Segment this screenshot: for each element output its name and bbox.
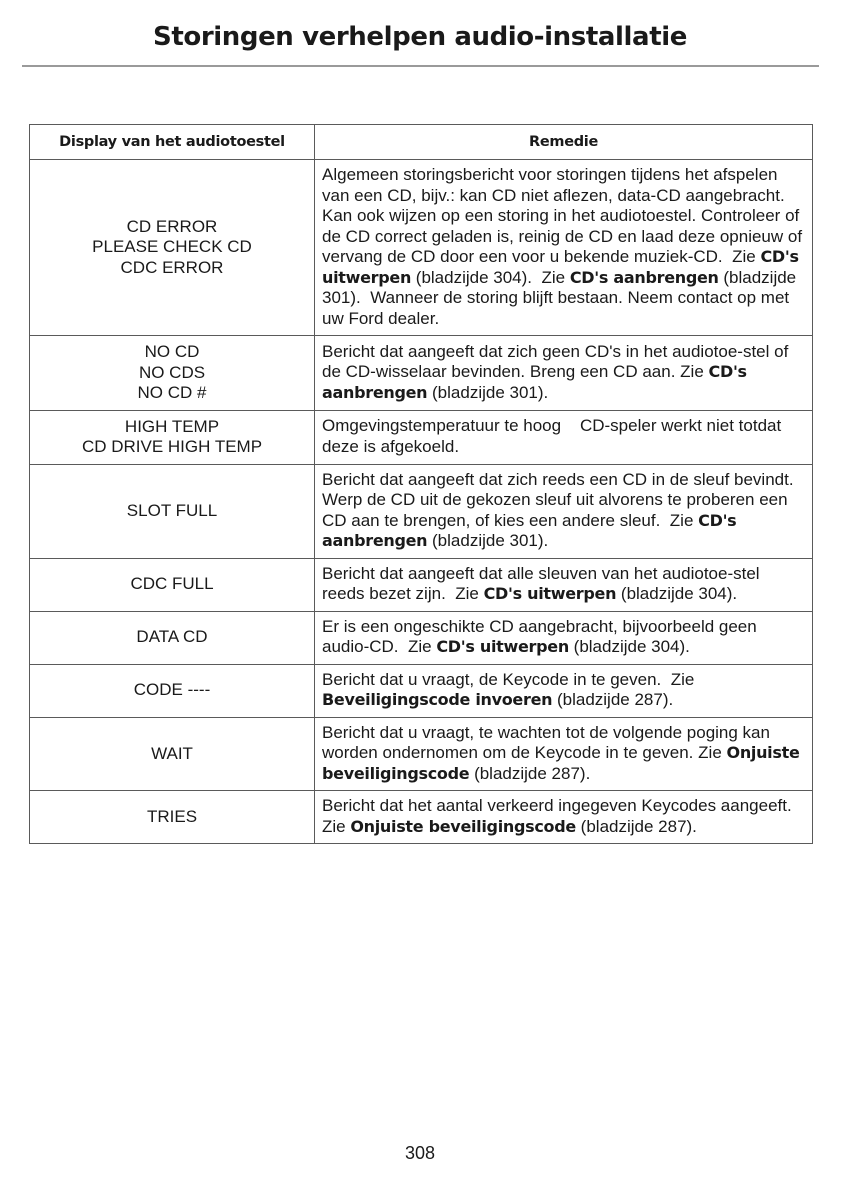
- remedy-tail: Wanneer de storing blijft bestaan. Neem contact op met uw Ford dealer.: [322, 288, 790, 328]
- display-code: PLEASE CHECK CD: [92, 237, 252, 257]
- reference-page: (bladzijde 301).: [432, 382, 549, 402]
- table-header-row: [30, 125, 813, 160]
- display-message-cell: [30, 336, 315, 411]
- display-message-cell: [30, 611, 315, 664]
- cross-reference-link[interactable]: CD's aanbrengen: [569, 267, 719, 287]
- page-number: 308: [404, 1143, 436, 1163]
- display-code: DATA CD: [136, 627, 208, 647]
- page-title: Storingen verhelpen audio-installatie: [153, 22, 687, 52]
- display-message-cell: [30, 558, 315, 611]
- table-row: [30, 160, 813, 336]
- display-message-cell: [30, 160, 315, 336]
- cross-reference-link[interactable]: CD's aanbrengen: [322, 510, 737, 550]
- table-row: [30, 717, 813, 791]
- reference-prefix: Zie: [322, 816, 346, 836]
- remedy-cell: [315, 410, 813, 464]
- cross-reference-link[interactable]: CD's uitwerpen: [322, 247, 799, 287]
- remedy-cell: [315, 160, 813, 336]
- troubleshooting-table: [29, 124, 813, 844]
- reference-page: (bladzijde 287).: [474, 763, 591, 783]
- remedy-text: Omgevingstemperatuur te hoog CD-speler werkt niet totdat deze is afgekoeld.: [322, 416, 786, 456]
- reference-prefix: Zie: [670, 669, 695, 689]
- display-code: TRIES: [146, 806, 198, 826]
- table-row: [30, 558, 813, 611]
- display-code: CODE ----: [133, 680, 211, 700]
- reference-prefix: Zie: [698, 743, 722, 762]
- display-message-cell: [30, 717, 315, 791]
- remedy-text: Er is een ongeschikte CD aangebracht, bijvoorbeeld geen audio-CD.: [322, 616, 757, 656]
- remedy-cell: [315, 558, 813, 611]
- cross-reference-link[interactable]: Onjuiste beveiligingscode: [350, 816, 576, 836]
- reference-prefix: Zie: [669, 510, 694, 530]
- reference-prefix: Zie: [680, 362, 704, 381]
- reference-prefix: Zie: [408, 637, 432, 656]
- display-code: CDC FULL: [130, 574, 214, 594]
- display-code: SLOT FULL: [126, 500, 218, 520]
- table-row: [30, 791, 813, 844]
- table-row: [30, 664, 813, 717]
- display-code: CD ERROR: [126, 216, 218, 236]
- display-code: CD DRIVE HIGH TEMP: [81, 437, 263, 456]
- remedy-cell: [315, 791, 813, 844]
- remedy-cell: [315, 664, 813, 717]
- remedy-text: Bericht dat aangeeft dat zich geen CD's in het audiotoe-stel of de CD-wisselaar bevinden. Breng een CD aan.: [322, 341, 789, 381]
- column-header-display: Display van het audiotoestel: [30, 125, 315, 160]
- remedy-text: Bericht dat aangeeft dat alle sleuven van het audiotoe-stel reeds bezet zijn.: [322, 563, 760, 603]
- cross-reference-link[interactable]: Onjuiste beveiligingscode: [322, 743, 800, 783]
- reference-page: (bladzijde 304).: [620, 584, 738, 603]
- cross-reference-link[interactable]: CD's uitwerpen: [483, 584, 617, 603]
- reference-prefix: Zie: [732, 247, 756, 266]
- column-header-remedy: Remedie: [315, 125, 813, 160]
- display-message-cell: [30, 791, 315, 844]
- display-code: NO CD #: [137, 383, 207, 402]
- display-message-cell: [30, 410, 315, 464]
- remedy-cell: [315, 464, 813, 558]
- reference-prefix: Zie: [455, 584, 479, 603]
- remedy-cell: [315, 336, 813, 411]
- reference-page: (bladzijde 301).: [322, 267, 797, 307]
- remedy-cell: [315, 717, 813, 791]
- remedy-text: Bericht dat u vraagt, te wachten tot de volgende poging kan worden ondernomen om de Keycode in te geven.: [322, 722, 770, 762]
- display-code: WAIT: [151, 743, 193, 763]
- table-row: [30, 611, 813, 664]
- table-row: [30, 464, 813, 558]
- remedy-text: Bericht dat het aantal verkeerd ingegeven Keycodes aangeeft.: [322, 796, 792, 815]
- reference-page: (bladzijde 304).: [415, 267, 533, 287]
- reference-page: (bladzijde 304).: [573, 637, 690, 656]
- display-code: NO CD: [144, 342, 200, 361]
- display-code: NO CDS: [138, 362, 206, 382]
- cross-reference-link[interactable]: CD's aanbrengen: [322, 362, 747, 402]
- display-code: HIGH TEMP: [124, 416, 220, 436]
- table-row: [30, 410, 813, 464]
- remedy-text: Algemeen storingsbericht voor storingen tijdens het afspelen van een CD, bijv.: kan CD niet aflezen, data-CD aangebracht. Kan ook wijzen op een storing in het audiotoestel. Controleer of de CD correct geladen is, reinig de CD en laad deze opnieuw of vervang de CD door een voor u bekende muziek-CD.: [322, 165, 803, 266]
- reference-page: (bladzijde 287).: [556, 690, 674, 709]
- reference-page: (bladzijde 287).: [580, 816, 697, 836]
- remedy-cell: [315, 611, 813, 664]
- remedy-text: Bericht dat u vraagt, de Keycode in te geven.: [322, 669, 662, 689]
- cross-reference-link[interactable]: CD's uitwerpen: [436, 637, 569, 656]
- display-code: CDC ERROR: [120, 257, 224, 277]
- title-divider: [22, 65, 819, 67]
- reference-prefix: Zie: [541, 267, 566, 287]
- cross-reference-link[interactable]: Beveiligingscode invoeren: [322, 690, 553, 709]
- table-row: [30, 336, 813, 411]
- reference-page: (bladzijde 301).: [432, 531, 549, 550]
- display-message-cell: [30, 664, 315, 717]
- remedy-text: Bericht dat aangeeft dat zich reeds een CD in de sleuf bevindt. Werp de CD uit de gekozen sleuf uit alvorens te proberen een CD aan te brengen, of kies een andere sleuf.: [322, 469, 794, 530]
- display-message-cell: [30, 464, 315, 558]
